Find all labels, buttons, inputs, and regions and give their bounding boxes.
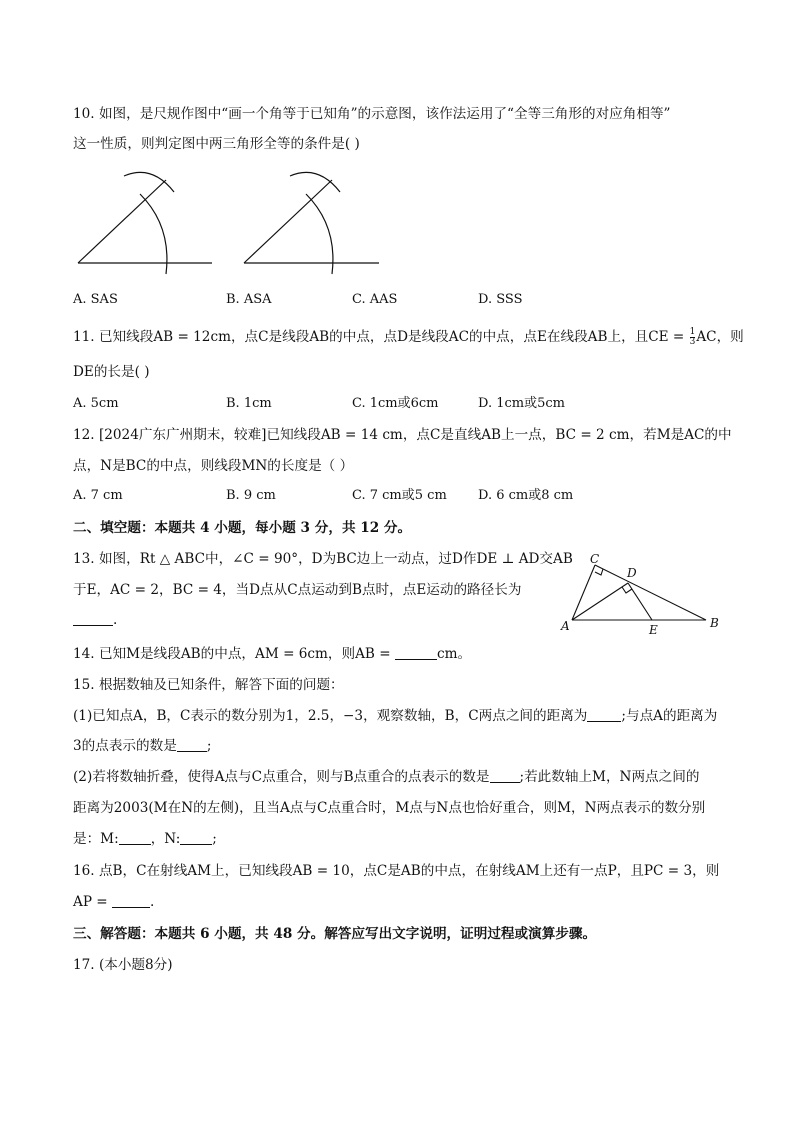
segment-de [628, 583, 652, 620]
q13-line2: 于E，AC = 2，BC = 4，当D点从C点运动到B点时，点E运动的路径长为 [73, 582, 522, 598]
q15-line2 [73, 706, 717, 726]
q15-blank-2[interactable] [177, 737, 207, 752]
q11-text-after: AC，则 [696, 329, 744, 345]
q13-line1: 13. 如图，Rt △ ABC中，∠C = 90°，D为BC边上一动点，过D作DE ⊥ AD交AB [73, 551, 573, 567]
q11-frac-num: 1 [689, 327, 696, 337]
q11-fraction [690, 328, 696, 347]
q16-line2-after: . [150, 894, 155, 910]
q15-line6-a: 是：M: [73, 831, 119, 847]
q12-option-d: D. 6 cm或8 cm [478, 488, 574, 503]
q15-line4-after: ;若此数轴上M，N两点之间的 [519, 769, 700, 785]
q15-line3 [73, 736, 211, 756]
q15-blank-m[interactable] [119, 830, 151, 845]
segment-ad [572, 583, 628, 620]
right-angle-c [595, 569, 603, 575]
q11-frac-den: 3 [689, 337, 696, 347]
q13-line3 [73, 610, 117, 630]
section-3-heading: 三、解答题：本题共 6 小题，共 48 分。解答应写出文字说明，证明过程或演算步骤。 [73, 926, 597, 942]
label-c: C [590, 552, 600, 566]
q13-answer-blank[interactable] [73, 611, 113, 626]
q15-line6-b: ，N: [150, 831, 181, 847]
q11-text-before: 11. 已知线段AB = 12cm，点C是线段AB的中点，点D是线段AC的中点，点E在线段AB上，且CE = [73, 329, 689, 345]
label-a: A [561, 619, 570, 633]
q12-line1: 12. [2024广东广州期末，较难]已知线段AB = 14 cm，点C是直线AB上一点，BC = 2 cm，若M是AC的中 [73, 427, 732, 443]
q15-blank-1[interactable] [587, 707, 621, 722]
q10-line2: 这一性质，则判定图中两三角形全等的条件是( ) [73, 136, 360, 152]
q10-option-a: A. SAS [73, 292, 118, 307]
q10-option-c: C. AAS [352, 292, 398, 307]
segment-cb [595, 565, 706, 620]
q15-line2-after: ;与点A的距离为 [621, 708, 718, 724]
q12-option-b: B. 9 cm [226, 488, 276, 503]
q14-answer-blank[interactable] [395, 645, 437, 660]
q16-line2-before: AP = [73, 894, 112, 910]
q15-blank-3[interactable] [490, 768, 520, 783]
q17-heading: 17. (本小题8分) [73, 957, 173, 973]
q10-option-d: D. SSS [478, 292, 523, 307]
q12-option-c: C. 7 cm或5 cm [352, 488, 447, 503]
label-e: E [649, 623, 658, 637]
q13-line3-end: . [113, 612, 118, 628]
q15-blank-n[interactable] [180, 830, 212, 845]
q16-line1: 16. 点B，C在射线AM上，已知线段AB = 10，点C是AB的中点，在射线AM上还有一点P，且PC = 3，则 [73, 863, 720, 879]
q16-answer-blank[interactable] [112, 893, 150, 908]
right-angle-d [622, 587, 632, 593]
q16-line2 [73, 892, 154, 912]
q14-line [73, 644, 471, 664]
q15-line3-before: 3的点表示的数是 [73, 738, 177, 754]
q15-line6-c: ; [212, 831, 217, 847]
q11-option-b: B. 1cm [226, 396, 272, 411]
q12-option-a: A. 7 cm [73, 488, 123, 503]
q14-text-after: cm。 [436, 646, 472, 662]
q11-line2: DE的长是( ) [73, 364, 150, 380]
section-2-heading: 二、填空题：本题共 4 小题，每小题 3 分，共 12 分。 [73, 520, 412, 536]
q15-line4-before: (2)若将数轴折叠，使得A点与C点重合，则与B点重合的点表示的数是 [73, 769, 490, 785]
q10-line1: 10. 如图，是尺规作图中“画一个角等于已知角”的示意图，该作法运用了“全等三角形的对应角相等” [73, 106, 671, 122]
q11-option-d: D. 1cm或5cm [478, 396, 565, 411]
q15-line1: 15. 根据数轴及已知条件，解答下面的问题： [73, 677, 344, 693]
q15-line5: 距离为2003(M在N的左侧)，且当A点与C点重合时，M点与N点也恰好重合，则M，N两点表示的数分别 [73, 800, 706, 816]
q11-line1 [73, 327, 744, 347]
q15-line6 [73, 829, 217, 849]
label-d: D [627, 566, 637, 580]
q15-line4 [73, 767, 699, 787]
q10-figure-right [244, 172, 379, 274]
q10-figure [74, 166, 384, 278]
q11-option-a: A. 5cm [73, 396, 119, 411]
q15-line3-after: ; [206, 738, 212, 754]
q11-option-c: C. 1cm或6cm [352, 396, 439, 411]
q12-line2: 点，N是BC的中点，则线段MN的长度是（ ） [73, 458, 354, 474]
label-b: B [710, 616, 719, 630]
q14-text-before: 14. 已知M是线段AB的中点，AM = 6cm，则AB = [73, 646, 395, 662]
q15-line2-before: (1)已知点A，B，C表示的数分别为1，2.5，−3，观察数轴，B，C两点之间的距离为 [73, 708, 588, 724]
q10-figure-left [78, 172, 212, 274]
q10-option-b: B. ASA [226, 292, 272, 307]
q13-figure [560, 550, 725, 638]
